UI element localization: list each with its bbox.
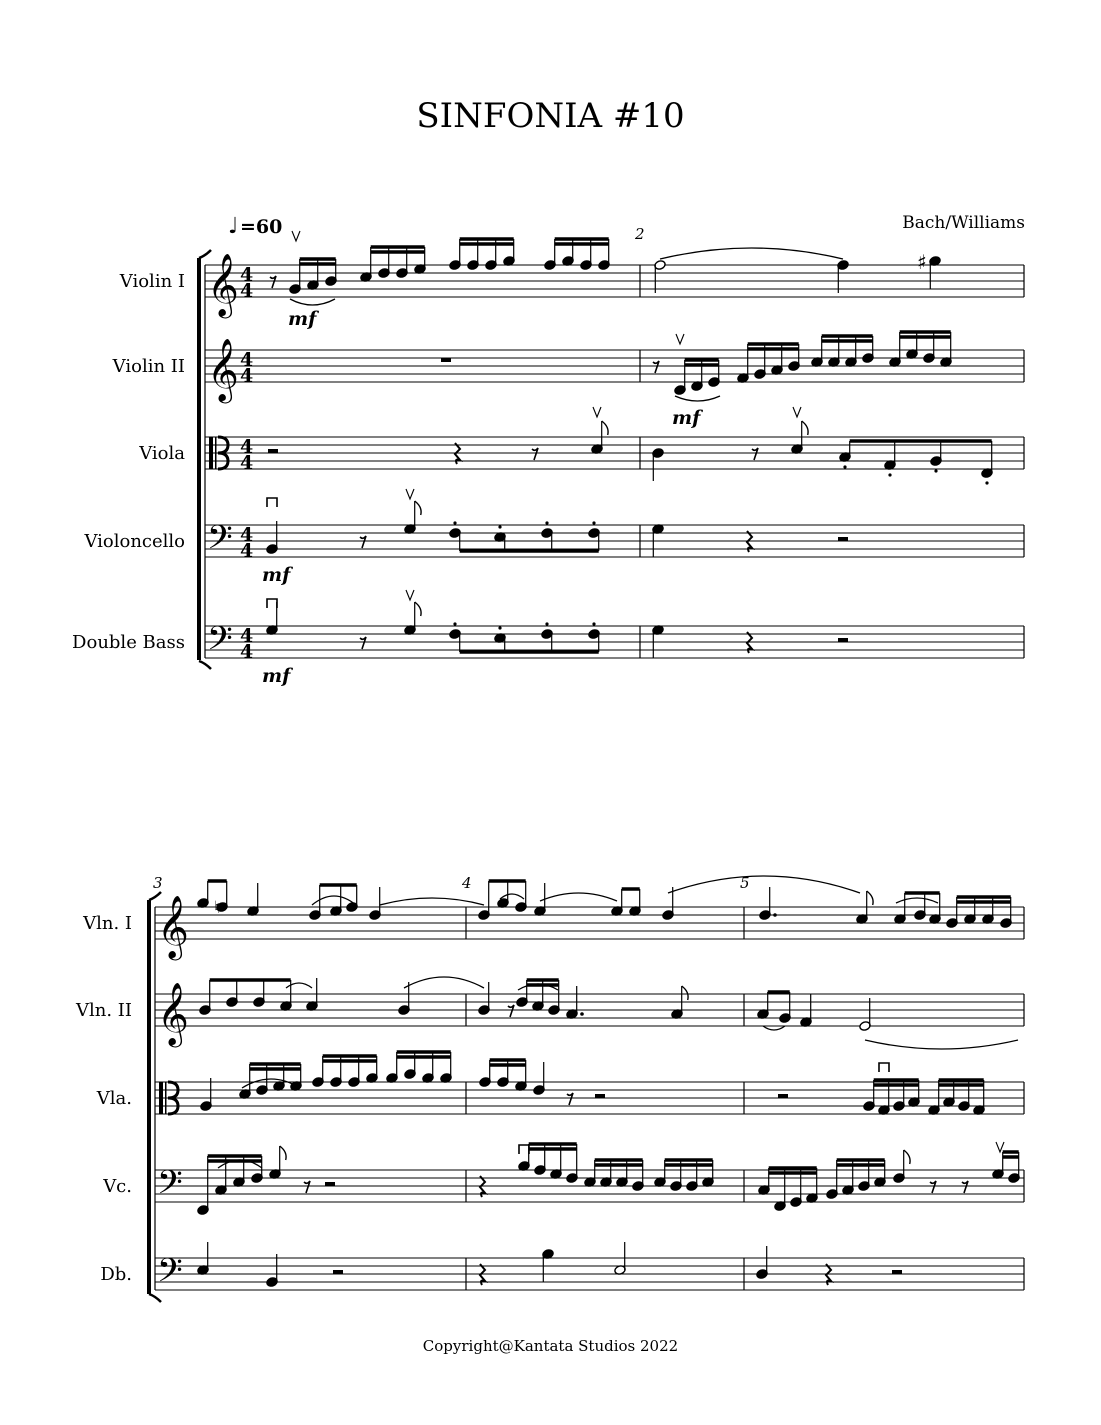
note (478, 982, 490, 1015)
note (614, 1242, 626, 1275)
half-rest (838, 537, 848, 541)
dynamic-marking: mf (672, 407, 701, 429)
note (247, 883, 259, 916)
staccato-dot (592, 622, 595, 625)
note (197, 1242, 209, 1275)
note (800, 994, 812, 1027)
half-rest (268, 449, 278, 453)
up-bow-icon (292, 231, 300, 241)
alto-clef-icon (209, 437, 228, 469)
system-bracket (197, 258, 201, 660)
slur (286, 983, 312, 988)
flag (602, 421, 608, 435)
flag (682, 986, 688, 1000)
note (652, 625, 664, 658)
up-bow-icon (406, 489, 414, 499)
note (756, 1246, 768, 1279)
note (652, 524, 664, 557)
staccato-dot (934, 469, 937, 472)
tempo-value: =60 (240, 216, 283, 238)
up-bow-icon (793, 407, 801, 417)
note (266, 521, 278, 554)
flag (415, 602, 421, 616)
staccato-dot (453, 521, 456, 524)
slur (290, 299, 335, 305)
time-signature-top: 4 (240, 349, 254, 371)
note (404, 602, 416, 635)
flag (415, 501, 421, 515)
note (542, 1249, 554, 1282)
flag (904, 1150, 910, 1164)
slur (668, 876, 860, 893)
staccato-dot (453, 622, 456, 625)
slur (540, 893, 617, 901)
instrument-label: Violoncello (84, 531, 185, 552)
measure-number: 5 (740, 874, 750, 892)
note (566, 986, 584, 1019)
eighth-rest (962, 1181, 968, 1193)
half-rest (838, 638, 848, 642)
treble-clef-icon: 𝄞 (157, 895, 189, 958)
time-signature-bottom: 4 (240, 365, 254, 387)
instrument-label: Vla. (96, 1088, 132, 1109)
half-rest (595, 1094, 605, 1098)
eighth-rest (360, 637, 366, 649)
eighth-rest (567, 1093, 573, 1105)
time-signature-top: 4 (240, 264, 254, 286)
flag (867, 891, 873, 905)
instrument-label: Db. (100, 1264, 132, 1285)
slur (404, 977, 484, 988)
slur (380, 898, 484, 905)
note (859, 998, 871, 1031)
half-rest (892, 1270, 902, 1274)
flag (802, 421, 808, 435)
composer-credit: Bach/Williams (902, 213, 1025, 233)
note (269, 1146, 281, 1179)
note (369, 887, 381, 920)
instrument-label: Vln. I (83, 913, 132, 934)
staccato-dot (592, 521, 595, 524)
eighth-rest (752, 448, 758, 460)
down-bow-icon (879, 1063, 889, 1072)
slur (675, 396, 720, 401)
staccato-dot (545, 622, 548, 625)
note (200, 1078, 212, 1111)
note (929, 256, 941, 289)
tempo-note: ♩ (228, 214, 239, 239)
note (266, 1254, 278, 1287)
staccato-dot (843, 465, 846, 468)
eighth-rest (930, 1181, 936, 1193)
note (671, 986, 683, 1019)
bass-clef-icon: 𝄢 (207, 519, 233, 565)
system-bracket (147, 900, 151, 1294)
bass-clef-icon: 𝄢 (207, 620, 233, 666)
dynamic-marking: mf (262, 564, 291, 586)
instrument-label: Vc. (103, 1176, 132, 1197)
up-bow-icon (676, 334, 684, 344)
staccato-dot (545, 521, 548, 524)
treble-clef-icon: 𝄞 (157, 982, 189, 1045)
eighth-rest (360, 536, 366, 548)
eighth-rest (532, 448, 538, 460)
up-bow-icon (593, 407, 601, 417)
note (893, 1150, 905, 1183)
dynamic-marking: mf (288, 308, 317, 330)
staccato-dot (888, 473, 891, 476)
treble-clef-icon: 𝄞 (207, 338, 239, 401)
time-signature-bottom: 4 (240, 452, 254, 474)
bass-clef-icon: 𝄢 (157, 1164, 183, 1210)
note (652, 448, 664, 481)
system-1 (72, 225, 1024, 687)
whole-rest (441, 358, 451, 362)
instrument-label: Double Bass (72, 632, 185, 653)
note (759, 887, 777, 920)
treble-clef-icon: 𝄞 (207, 253, 239, 316)
measure-number: 3 (153, 874, 163, 892)
note (533, 1062, 545, 1095)
dynamic-marking: mf (262, 665, 291, 687)
instrument-label: Violin II (112, 356, 185, 377)
note (306, 978, 318, 1011)
slur (660, 248, 843, 259)
tempo-marking (228, 214, 282, 239)
note (591, 421, 603, 454)
note (837, 260, 849, 293)
flag (280, 1146, 286, 1160)
staccato-dot (985, 481, 988, 484)
up-bow-icon (406, 590, 414, 600)
staccato-dot (498, 525, 501, 528)
time-signature-top: 4 (240, 625, 254, 647)
slur (865, 1040, 1018, 1049)
natural-icon: ♮ (214, 898, 221, 918)
time-signature-bottom: 4 (240, 641, 254, 663)
eighth-rest (508, 1005, 514, 1017)
measure-number: 2 (635, 225, 645, 243)
page-title: SINFONIA #10 (416, 96, 685, 136)
note (404, 501, 416, 534)
eighth-rest (304, 1181, 310, 1193)
down-bow-icon (267, 498, 277, 507)
half-rest (778, 1094, 788, 1098)
slur (763, 1026, 785, 1030)
note (398, 982, 410, 1015)
time-signature-bottom: 4 (240, 280, 254, 302)
instrument-label: Vln. II (75, 1000, 132, 1021)
instrument-label: Violin I (119, 271, 185, 292)
system-2 (75, 874, 1024, 1302)
time-signature-top: 4 (240, 436, 254, 458)
eighth-rest (653, 361, 659, 373)
bass-clef-icon: 𝄢 (157, 1252, 183, 1298)
copyright-footer: Copyright@Kantata Studios 2022 (422, 1337, 679, 1355)
half-rest (333, 1270, 343, 1274)
time-signature-bottom: 4 (240, 540, 254, 562)
measure-number: 4 (462, 874, 472, 892)
eighth-rest (270, 276, 276, 288)
instrument-label: Viola (139, 443, 185, 464)
staccato-dot (498, 626, 501, 629)
down-bow-icon (519, 1145, 529, 1154)
note (791, 421, 803, 454)
note (856, 891, 868, 924)
note (654, 260, 666, 293)
sharp-icon: ♯ (917, 250, 927, 274)
half-rest (325, 1182, 335, 1186)
down-bow-icon (267, 599, 277, 608)
time-signature-top: 4 (240, 524, 254, 546)
alto-clef-icon (159, 1082, 178, 1114)
slur (896, 898, 938, 903)
